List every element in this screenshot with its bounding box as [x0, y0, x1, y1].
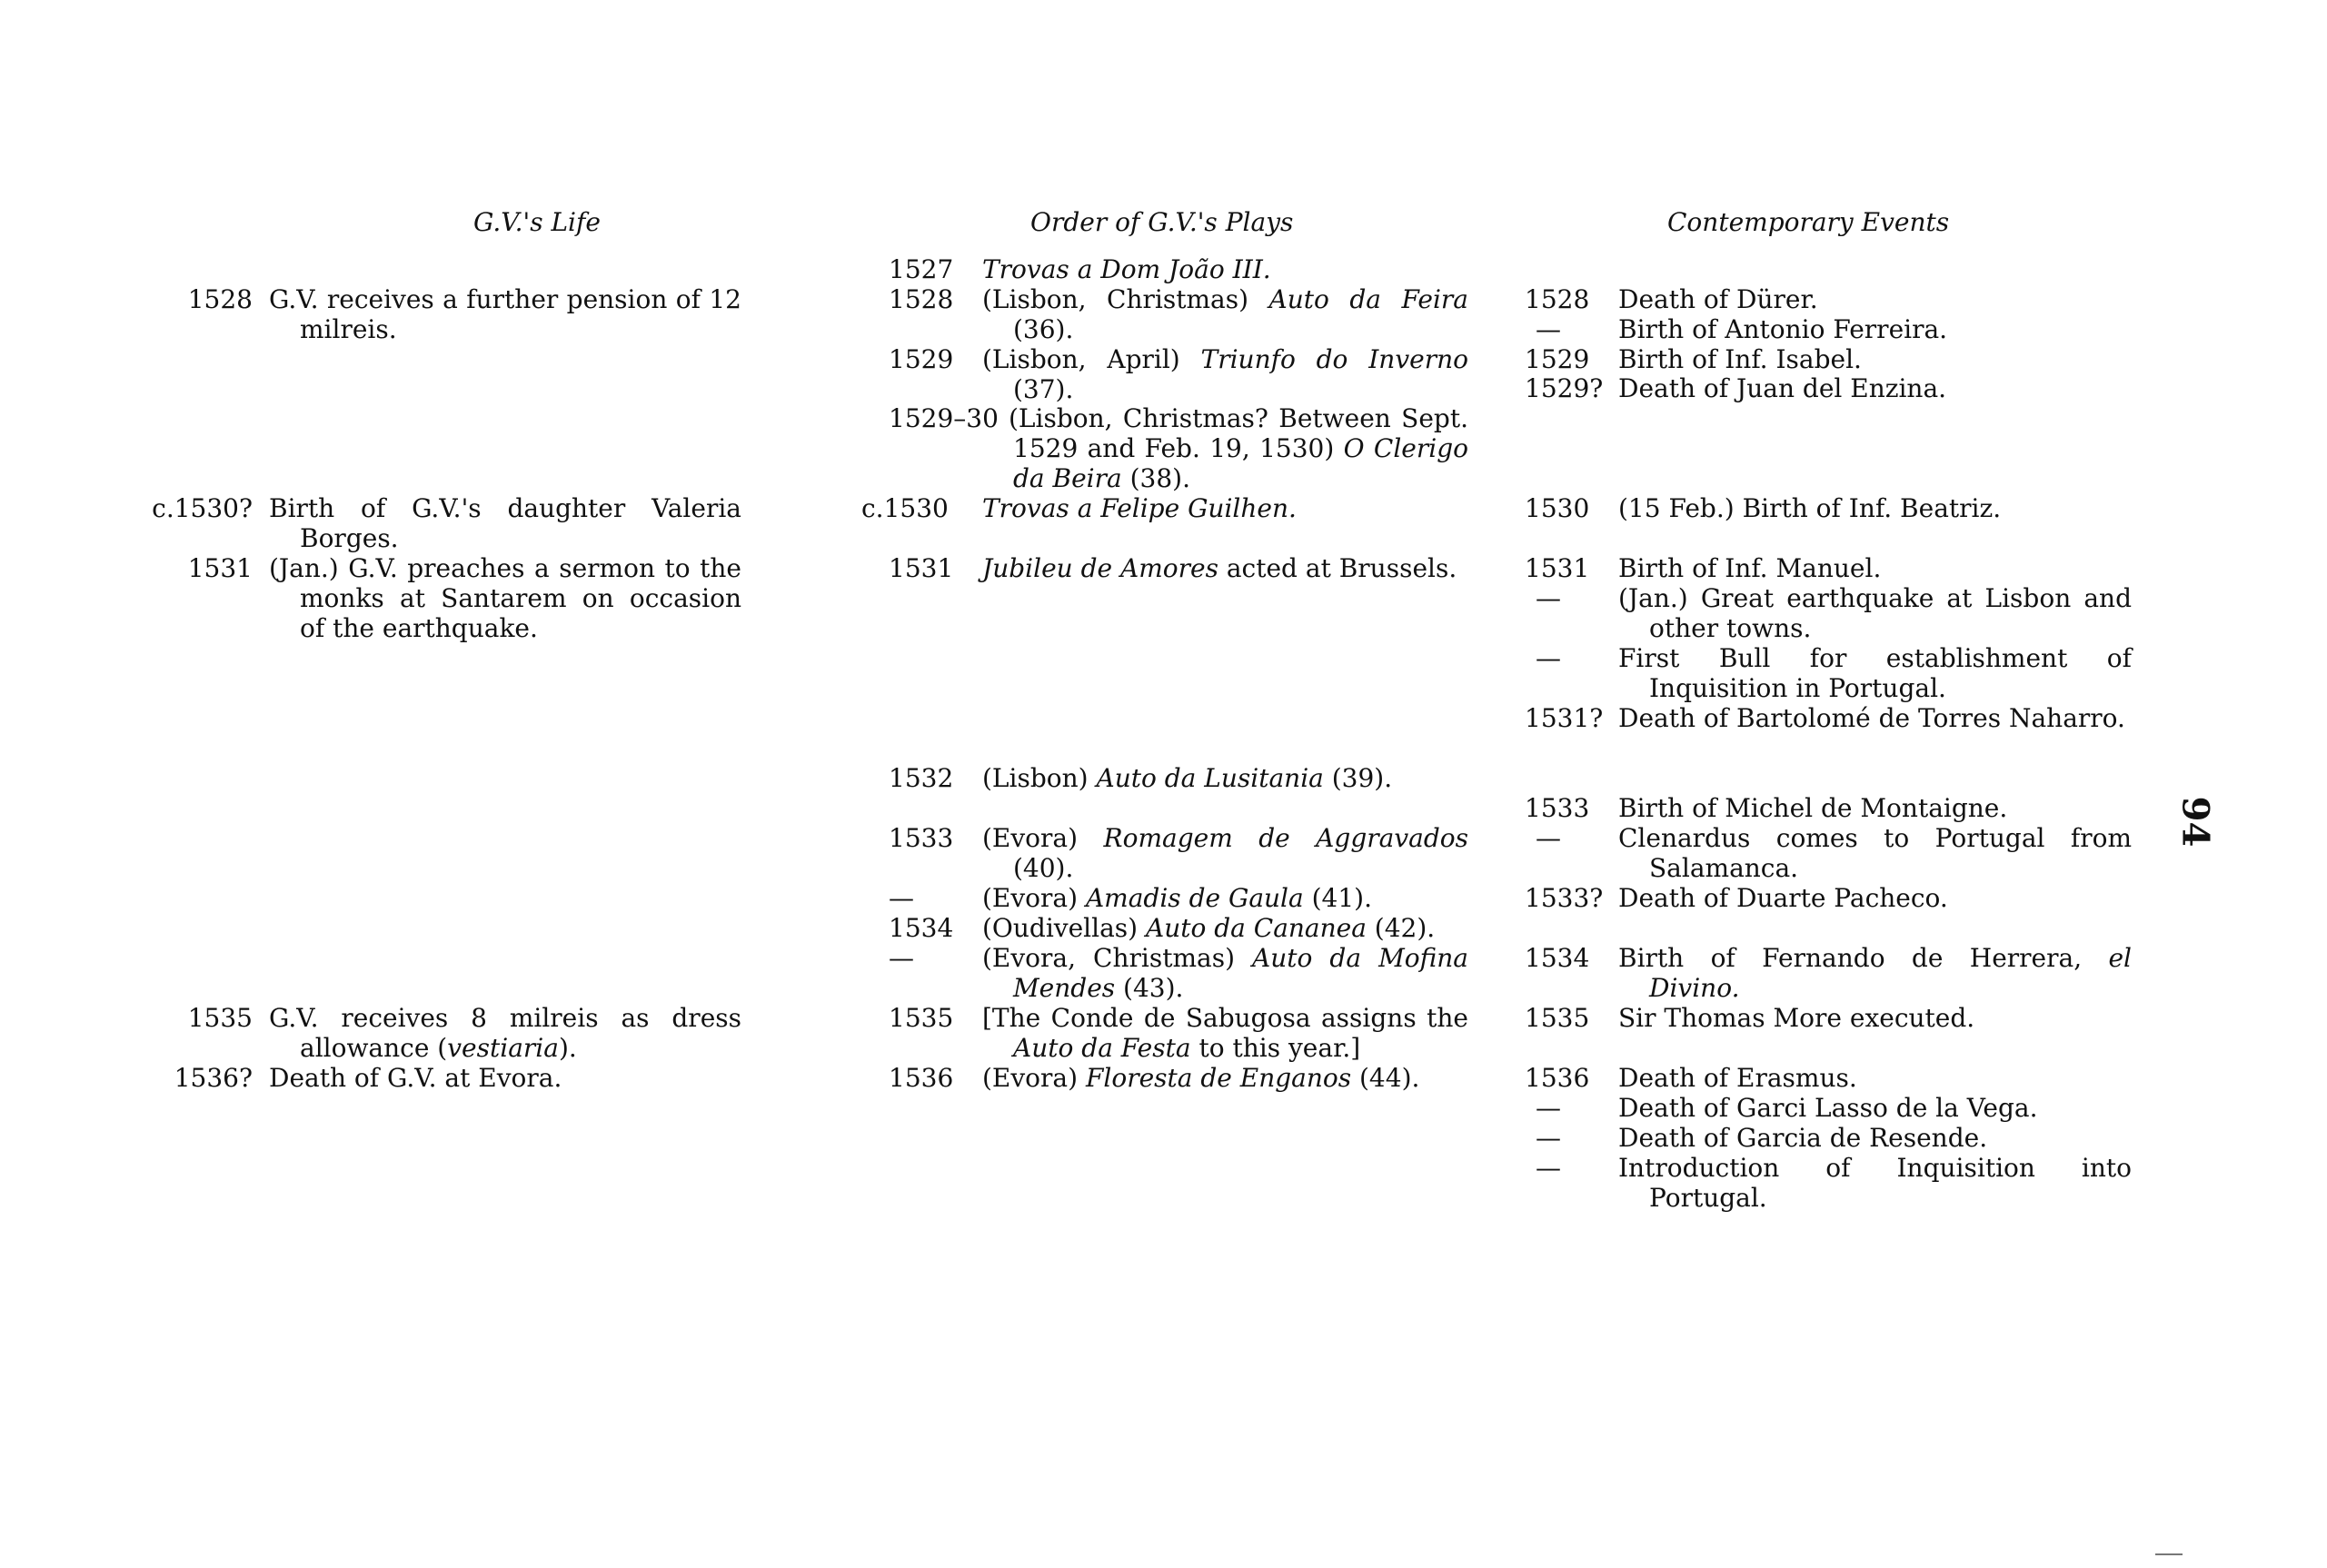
play-title: Trovas a Dom João III. [982, 254, 1271, 284]
life-year: 1528 [187, 284, 253, 314]
play-text: (Lisbon) Auto da Lusitania (39). [982, 763, 1393, 793]
event-text: (15 Feb.) Birth of Inf. Beatriz. [1618, 493, 2002, 523]
play-year: c.1530 [861, 493, 949, 523]
life-entry [162, 1063, 741, 1093]
event-text: Death of Dürer. [1618, 284, 1818, 314]
play-text: [The Conde de Sabugosa assigns the Auto da Festa to this year.] [982, 1003, 1468, 1063]
life-entry [162, 1003, 741, 1063]
play-year: 1527 [889, 254, 954, 284]
event-entry [1525, 314, 2132, 344]
event-entry [1525, 1093, 2132, 1123]
event-text: Birth of Michel de Montaigne. [1618, 793, 2008, 823]
event-entry [1525, 583, 2132, 643]
life-text: Death of G.V. at Evora. [269, 1063, 562, 1093]
events-column-header: Contemporary Events [1667, 207, 1950, 237]
event-text: First Bull for establishment of Inquisition in Portugal. [1618, 643, 2132, 703]
event-year: — [1536, 1153, 1561, 1183]
event-text: (Jan.) Great earthquake at Lisbon and other towns. [1618, 583, 2132, 643]
event-year: 1530 [1525, 493, 1590, 523]
play-text: (Lisbon, Christmas? Between Sept. 1529 and Feb. 19, 1530) O Clerigo da Beira (38). [1009, 403, 1468, 493]
life-column-header: G.V.'s Life [473, 207, 601, 237]
event-text: Birth of Inf. Manuel. [1618, 553, 1882, 583]
play-year: 1533 [889, 823, 954, 853]
life-entry [162, 553, 741, 643]
life-text: G.V. receives a further pension of 12 milreis. [269, 284, 741, 344]
plays-column-header: Order of G.V.'s Plays [1030, 207, 1294, 237]
play-entry [889, 553, 1468, 583]
play-year: — [889, 883, 914, 913]
life-year: 1531 [187, 553, 253, 583]
life-year: 1536? [174, 1063, 253, 1093]
event-year: 1529 [1525, 344, 1590, 374]
play-text: (Lisbon, April) Triunfo do Inverno (37). [982, 344, 1468, 404]
play-year: 1528 [889, 284, 954, 314]
play-entry [889, 284, 1468, 344]
event-text: Sir Thomas More executed. [1618, 1003, 1975, 1033]
event-year: 1529? [1525, 373, 1604, 403]
page-number: 94 [2173, 796, 2217, 848]
event-text: Birth of Fernando de Herrera, el Divino. [1618, 943, 2132, 1003]
life-text: Birth of G.V.'s daughter Valeria Borges. [269, 493, 741, 553]
event-year: 1533? [1525, 883, 1604, 913]
play-entry [861, 493, 1468, 523]
event-text: Death of Garcia de Resende. [1618, 1123, 1988, 1153]
event-text: Introduction of Inquisition into Portugal. [1618, 1153, 2132, 1213]
life-entry [152, 493, 741, 553]
play-text: (Evora) Romagem de Aggravados (40). [982, 823, 1468, 883]
play-year: 1529 [889, 344, 954, 374]
play-text: (Lisbon, Christmas) Auto da Feira (36). [982, 284, 1468, 344]
event-year: — [1536, 823, 1561, 853]
play-year: 1534 [889, 913, 954, 943]
play-entry [889, 254, 1468, 284]
event-entry [1525, 344, 2132, 374]
event-year: 1534 [1525, 943, 1590, 973]
play-entry [889, 403, 1468, 493]
event-year: 1535 [1525, 1003, 1590, 1033]
event-year: 1531? [1525, 703, 1604, 733]
play-text: (Oudivellas) Auto da Cananea (42). [982, 913, 1436, 943]
play-entry [889, 1063, 1468, 1093]
event-entry [1525, 883, 2132, 913]
event-entry [1525, 1063, 2132, 1093]
event-entry [1525, 793, 2132, 823]
play-year: 1529–30 [889, 403, 999, 433]
event-entry [1525, 643, 2132, 703]
event-text: Birth of Antonio Ferreira. [1618, 314, 1948, 344]
play-text: (Evora) Floresta de Enganos (44). [982, 1063, 1420, 1093]
life-year: c.1530? [152, 493, 253, 523]
play-title: Trovas a Felipe Guilhen. [982, 493, 1297, 523]
life-year: 1535 [187, 1003, 253, 1033]
event-entry [1525, 1123, 2132, 1153]
event-entry [1525, 1153, 2132, 1213]
event-year: — [1536, 583, 1561, 613]
play-entry [889, 883, 1468, 913]
event-text: Death of Erasmus. [1618, 1063, 1857, 1093]
play-text: Jubileu de Amores acted at Brussels. [982, 553, 1457, 583]
play-entry [889, 344, 1468, 404]
event-text: Death of Garci Lasso de la Vega. [1618, 1093, 2038, 1123]
play-entry [889, 913, 1468, 943]
event-entry [1525, 493, 2132, 523]
play-year: 1536 [889, 1063, 954, 1093]
event-year: — [1536, 1123, 1561, 1153]
event-year: — [1536, 314, 1561, 344]
play-year: 1531 [889, 553, 954, 583]
print-mark [2155, 1553, 2183, 1555]
life-entry [162, 284, 741, 344]
play-entry [889, 823, 1468, 883]
event-year: — [1536, 643, 1561, 673]
life-text: (Jan.) G.V. preaches a sermon to the monks at Santarem on occasion of the earthquake. [269, 553, 741, 643]
event-year: 1531 [1525, 553, 1590, 583]
event-entry [1525, 823, 2132, 883]
event-year: — [1536, 1093, 1561, 1123]
event-entry [1525, 703, 2132, 733]
play-entry [889, 763, 1468, 793]
event-text: Death of Duarte Pacheco. [1618, 883, 1948, 913]
event-entry [1525, 1003, 2132, 1033]
event-text: Death of Juan del Enzina. [1618, 373, 1947, 403]
life-text: G.V. receives 8 milreis as dress allowance (vestiaria). [269, 1003, 741, 1063]
play-year: 1535 [889, 1003, 954, 1033]
event-year: 1528 [1525, 284, 1590, 314]
event-year: 1533 [1525, 793, 1590, 823]
event-entry [1525, 373, 2132, 403]
play-text: (Evora, Christmas) Auto da Mofina Mendes (43). [982, 943, 1468, 1003]
event-entry [1525, 553, 2132, 583]
play-entry [889, 943, 1468, 1003]
event-text: Birth of Inf. Isabel. [1618, 344, 1862, 374]
event-entry [1525, 943, 2132, 1003]
event-entry [1525, 284, 2132, 314]
play-year: — [889, 943, 914, 973]
play-text: (Evora) Amadis de Gaula (41). [982, 883, 1372, 913]
play-year: 1532 [889, 763, 954, 793]
play-entry [889, 1003, 1468, 1063]
event-text: Death of Bartolomé de Torres Naharro. [1618, 703, 2125, 733]
event-year: 1536 [1525, 1063, 1590, 1093]
event-text: Clenardus comes to Portugal from Salamanca. [1618, 823, 2132, 883]
